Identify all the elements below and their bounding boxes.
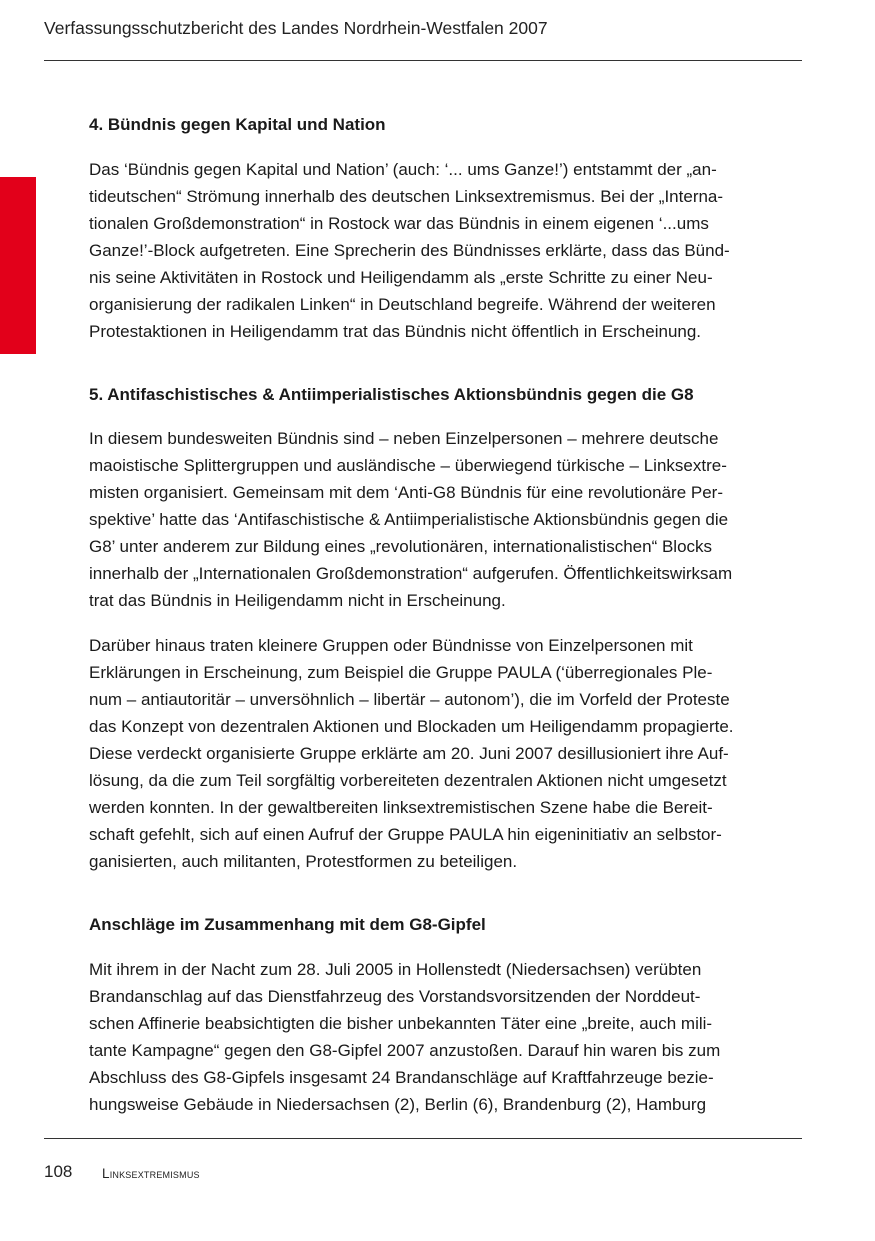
text-line: lösung, da die zum Teil sorgfältig vorbereiteten dezentralen Aktionen nicht umgesetzt — [89, 771, 727, 790]
text-line: schaft gefehlt, sich auf einen Aufruf der Gruppe PAULA hin eigeninitiativ an selbstor- — [89, 825, 722, 844]
text-line: Protestaktionen in Heiligendamm trat das Bündnis nicht öffentlich in Erscheinung. — [89, 322, 702, 341]
footer-rule — [44, 1138, 802, 1139]
text-line: Das ‘Bündnis gegen Kapital und Nation’ (auch: ‘... ums Ganze!’) entstammt der „an- — [89, 160, 717, 179]
text-line: Brandanschlag auf das Dienstfahrzeug des Vorstandsvorsitzenden der Norddeut- — [89, 987, 701, 1006]
text-line: tante Kampagne“ gegen den G8-Gipfel 2007 anzustoßen. Darauf hin waren bis zum — [89, 1041, 721, 1060]
text-line: trat das Bündnis in Heiligendamm nicht in Erscheinung. — [89, 591, 506, 610]
section-heading: 5. Antifaschistisches & Antiimperialistisches Aktionsbündnis gegen die G8 — [89, 385, 694, 404]
text-line: das Konzept von dezentralen Aktionen und Blockaden um Heiligendamm propagierte. — [89, 717, 734, 736]
body-paragraph — [89, 956, 804, 1118]
text-line: nis seine Aktivitäten in Rostock und Heiligendamm als „erste Schritte zu einer Neu- — [89, 268, 713, 287]
text-line: maoistische Splittergruppen und ausländische – überwiegend türkische – Linksextre- — [89, 456, 727, 475]
text-line: spektive’ hatte das ‘Antifaschistische & Antiimperialistische Aktionsbündnis gegen die — [89, 510, 729, 529]
text-line: Erklärungen in Erscheinung, zum Beispiel die Gruppe PAULA (‘überregionales Ple- — [89, 663, 713, 682]
text-line: num – antiautoritär – unversöhnlich – libertär – autonom’), die im Vorfeld der Proteste — [89, 690, 730, 709]
text-line: ganisierten, auch militanten, Protestformen zu beteiligen. — [89, 852, 518, 871]
text-line: Mit ihrem in der Nacht zum 28. Juli 2005 in Hollenstedt (Niedersachsen) verübten — [89, 960, 702, 979]
text-line: G8’ unter anderem zur Bildung eines „revolutionären, internationalistischen“ Blocks — [89, 537, 713, 556]
section-heading: 4. Bündnis gegen Kapital und Nation — [89, 115, 386, 134]
text-line: Diese verdeckt organisierte Gruppe erklärte am 20. Juni 2007 desillusioniert ihre Auf- — [89, 744, 729, 763]
text-line: Ganze!’-Block aufgetreten. Eine Sprecherin des Bündnisses erklärte, dass das Bünd- — [89, 241, 730, 260]
text-line: organisierung der radikalen Linken“ in Deutschland begreife. Während der weiteren — [89, 295, 716, 314]
text-line: misten organisiert. Gemeinsam mit dem ‘Anti-G8 Bündnis für eine revolutionäre Per- — [89, 483, 723, 502]
chapter-color-tab — [0, 177, 36, 354]
text-line: hungsweise Gebäude in Niedersachsen (2), Berlin (6), Brandenburg (2), Hamburg — [89, 1095, 707, 1114]
text-line: tideutschen“ Strömung innerhalb des deutschen Linksextremismus. Bei der „Interna- — [89, 187, 724, 206]
page-number: 108 — [44, 1162, 73, 1181]
body-paragraph — [89, 425, 804, 614]
text-line: innerhalb der „Internationalen Großdemonstration“ aufgerufen. Öffentlichkeitswirksam — [89, 564, 733, 583]
text-line: werden konnten. In der gewaltbereiten linksextremistischen Szene habe die Bereit- — [89, 798, 713, 817]
body-paragraph — [89, 156, 804, 345]
text-line: tionalen Großdemonstration“ in Rostock war das Bündnis in einem eigenen ‘...ums — [89, 214, 709, 233]
running-header-title: Verfassungsschutzbericht des Landes Nordrhein-Westfalen 2007 — [44, 18, 548, 38]
footer-section-name: Linksextremismus — [102, 1166, 200, 1181]
text-line: schen Affinerie beabsichtigten die bisher unbekannten Täter eine „breite, auch mili- — [89, 1014, 713, 1033]
text-line: In diesem bundesweiten Bündnis sind – neben Einzelpersonen – mehrere deutsche — [89, 429, 719, 448]
section-heading: Anschläge im Zusammenhang mit dem G8-Gipfel — [89, 915, 486, 934]
header-rule — [44, 60, 802, 61]
text-line: Darüber hinaus traten kleinere Gruppen oder Bündnisse von Einzelpersonen mit — [89, 636, 693, 655]
body-paragraph — [89, 632, 804, 875]
text-line: Abschluss des G8-Gipfels insgesamt 24 Brandanschläge auf Kraftfahrzeuge bezie- — [89, 1068, 714, 1087]
